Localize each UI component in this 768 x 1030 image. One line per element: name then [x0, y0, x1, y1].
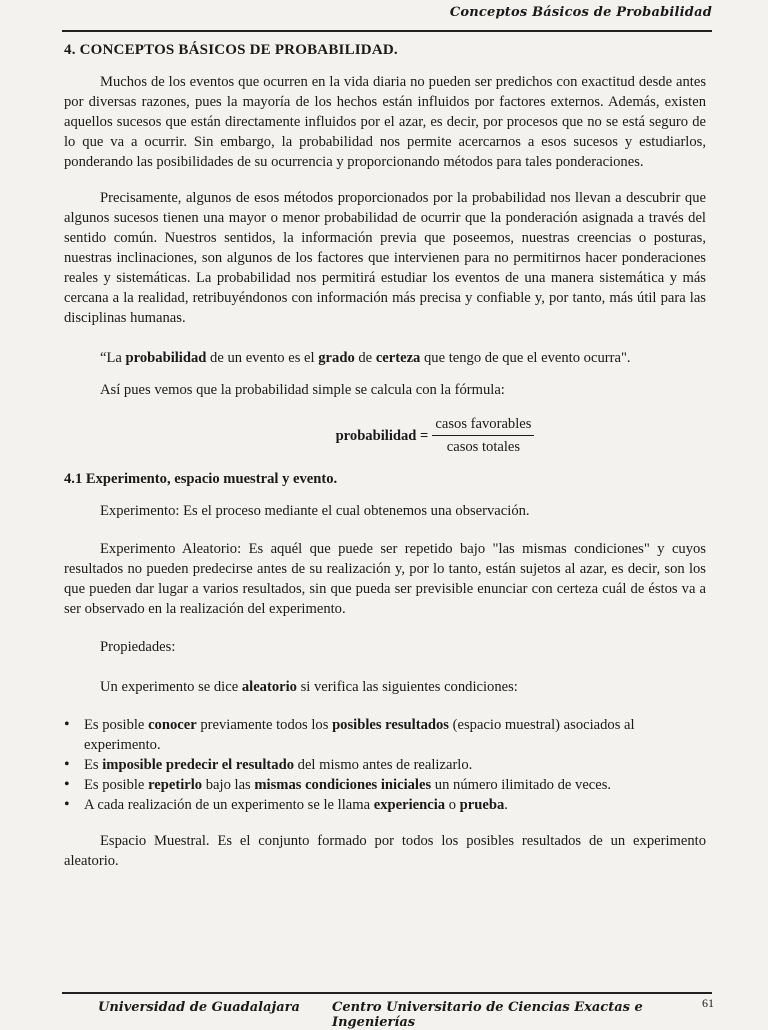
bullet-bold: prueba — [459, 797, 505, 813]
bullet-text: (espacio muestral) asociados al experimento. — [84, 717, 635, 753]
paragraph-methods: Precisamente, algunos de esos métodos proporcionados por la probabilidad nos llevan a descubrir que algunos sucesos tienen una mayor o menor probabilidad de ocurrir que la ponderación asignada a través del sentido común. Nuestros sentidos, la información previa que poseemos, nuestras creencias o posturas, nuestras inclinaciones, son algunos de los factores que intervienen para no permitirnos hacer ponderaciones reales y sistemáticas. La probabilidad nos permitirá estudiar los eventos de una manera sistemática y más cercana a la realidad, retribuyéndonos con información más precisa y confiable y, por tanto, más útil para las disciplinas humanas. — [64, 190, 706, 326]
bullet-bold: posibles resultados — [332, 717, 449, 733]
bullet-text: o — [445, 797, 460, 813]
definition-espacio-muestral: Espacio Muestral. Es el conjunto formado por todos los posibles resultados de un experimento aleatorio. — [64, 833, 706, 869]
quote-mid-1: de un evento es el — [206, 350, 319, 366]
bullet-bold: imposible predecir el resultado — [102, 757, 294, 773]
bullet-bold: repetirlo — [148, 777, 203, 793]
bullet-text: bajo las — [202, 777, 255, 793]
quote-mid-2: de — [354, 350, 376, 366]
subsection-title: 4.1 Experimento, espacio muestral y evento. — [64, 471, 338, 487]
definition-experimento-aleatorio: Experimento Aleatorio: Es aquél que puede ser repetido bajo "las mismas condiciones" y cuyos resultados no pueden predecirse antes de su realización y, por lo tanto, están sujetos al azar, es decir, son los que pueden dar lugar a varios resultados, sin que pueda ser previsible enunciar con certeza cuál de éstos va a ser observado en la realización del experimento. — [64, 541, 706, 617]
bullet-text: Es posible — [84, 717, 149, 733]
footer-university: Universidad de Guadalajara — [98, 1000, 300, 1015]
probability-formula — [164, 414, 706, 457]
formula-denominator: casos totales — [446, 439, 521, 455]
formula-numerator: casos favorables — [432, 414, 534, 436]
page-header — [62, 0, 712, 32]
list-item — [64, 715, 706, 755]
bullet-text: . — [504, 797, 508, 813]
list-item — [64, 795, 706, 815]
bullet-text: A cada realización de un experimento se le llama — [84, 797, 374, 813]
footer-center-name: Centro Universitario de Ciencias Exactas e Ingenierías — [332, 1000, 643, 1030]
probability-quote — [64, 348, 706, 368]
paragraph-intro: Muchos de los eventos que ocurren en la vida diaria no pueden ser predichos con exactitud desde antes por diversas razones, pues la mayoría de los hechos están influidos por factores externos. Además, existen aquellos sucesos que están directamente influidos por el azar, es decir, por procesos que no se está seguro de lo que va a ocurrir. Sin embargo, la probabilidad nos permite acercarnos a esos sucesos y estudiarlos, ponderando las posibilidades de su ocurrencia y proporcionando métodos para tales ponderaciones. — [64, 74, 706, 170]
bullet-text: Es — [84, 757, 103, 773]
definition-experimento: Experimento: Es el proceso mediante el cual obtenemos una observación. — [100, 503, 530, 519]
header-title: Conceptos Básicos de Probabilidad — [449, 5, 712, 20]
bullet-text: del mismo antes de realizarlo. — [294, 757, 473, 773]
quote-end: que tengo de que el evento ocurra". — [420, 350, 631, 366]
formula-lhs: probabilidad = — [335, 427, 429, 444]
bullet-bold: experiencia — [373, 797, 446, 813]
quote-term-probabilidad: probabilidad — [125, 350, 207, 366]
section-title: 4. CONCEPTOS BÁSICOS DE PROBABILIDAD. — [64, 42, 398, 58]
quote-open: “La — [100, 350, 126, 366]
conditions-list — [64, 715, 706, 815]
bullet-bold: mismas condiciones iniciales — [254, 777, 432, 793]
list-item — [64, 755, 706, 775]
bullet-text: Es posible — [84, 777, 149, 793]
conditions-bold: aleatorio — [241, 679, 297, 695]
page-footer — [62, 992, 714, 1030]
conditions-intro — [64, 677, 706, 697]
list-item — [64, 775, 706, 795]
page-number: 61 — [702, 996, 714, 1010]
formula-fraction — [432, 414, 534, 457]
quote-term-grado: grado — [318, 350, 355, 366]
conditions-pre: Un experimento se dice — [100, 679, 242, 695]
bullet-text: previamente todos los — [196, 717, 333, 733]
formula-intro: Así pues vemos que la probabilidad simple se calcula con la fórmula: — [100, 382, 505, 398]
quote-term-certeza: certeza — [375, 350, 421, 366]
conditions-post: si verifica las siguientes condiciones: — [296, 679, 518, 695]
bullet-text: un número ilimitado de veces. — [431, 777, 612, 793]
bullet-bold: conocer — [148, 717, 197, 733]
propiedades-label: Propiedades: — [100, 639, 176, 655]
page-content — [64, 40, 706, 871]
